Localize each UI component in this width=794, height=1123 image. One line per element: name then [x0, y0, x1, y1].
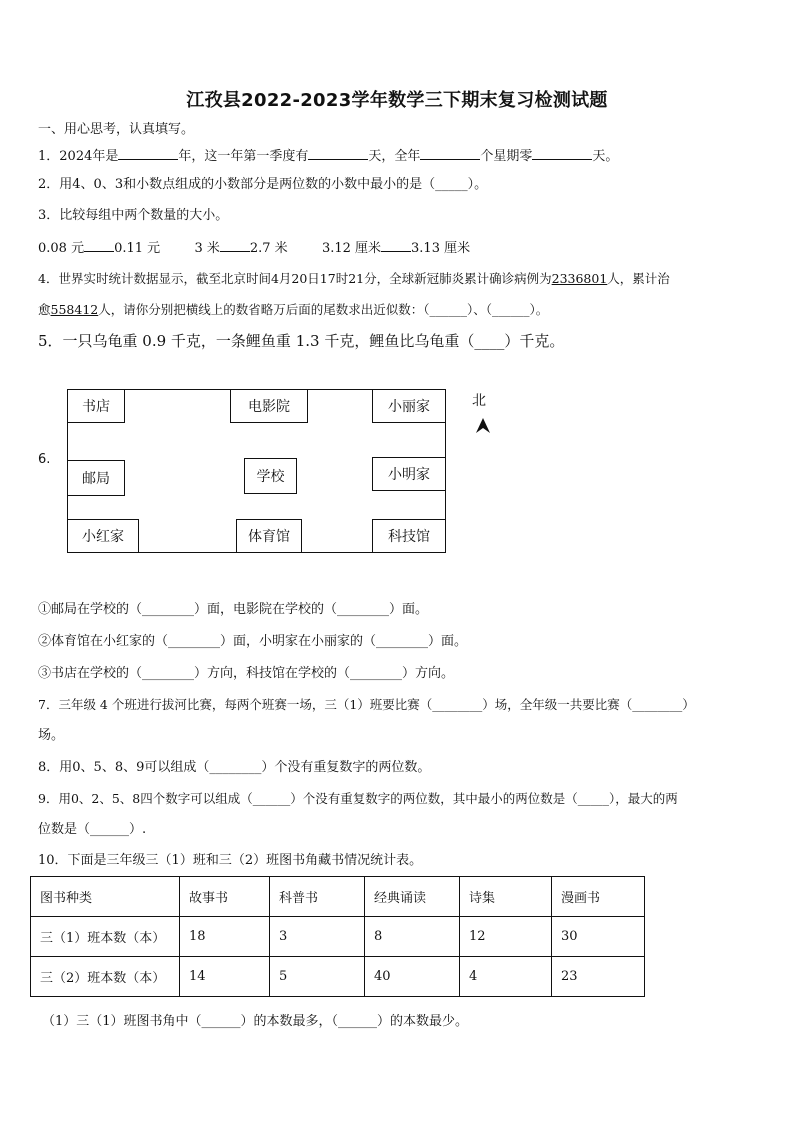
q3-item-1-right: 0.11 元: [114, 241, 161, 256]
q3-blank-1[interactable]: [84, 237, 114, 252]
q1-text-e: 天。: [592, 149, 619, 164]
q3-item-3-left: 3.12 厘米: [321, 241, 382, 256]
table-cell: 三（1）班本数（本）: [31, 917, 180, 957]
map-post-office: 邮局: [67, 460, 125, 496]
table-cell: 23: [552, 957, 645, 997]
table-cell: 12: [460, 917, 552, 957]
q3-blank-3[interactable]: [381, 237, 411, 252]
q3-item-3-right: 3.13 厘米: [411, 241, 471, 256]
question-10: 10．下面是三年级三（1）班和三（2）班图书角藏书情况统计表。: [38, 853, 423, 868]
q1-blank-1[interactable]: [118, 145, 178, 160]
table-cell: 三（2）班本数（本）: [31, 957, 180, 997]
north-arrow-icon: [474, 416, 492, 438]
table-header-cell: 图书种类: [31, 877, 180, 917]
q4-number-2: 558412: [50, 302, 99, 317]
question-6-part-2: ②体育馆在小红家的（________）面，小明家在小丽家的（________）面。: [38, 634, 468, 649]
table-header-cell: 漫画书: [552, 877, 645, 917]
question-3: 3．比较每组中两个数量的大小。: [38, 208, 229, 223]
north-label: 北: [472, 393, 486, 409]
q3-item-1-left: 0.08 元: [38, 241, 85, 256]
question-4-line-1: [38, 269, 670, 289]
q1-blank-4[interactable]: [532, 145, 592, 160]
q4-text-b: 人，累计治: [607, 271, 670, 286]
table-row: [31, 917, 645, 957]
map-school: 学校: [244, 458, 297, 494]
question-6-part-1: ①邮局在学校的（________）面，电影院在学校的（________）面。: [38, 602, 429, 617]
q1-text-c: 天，全年: [368, 149, 421, 164]
table-row: [31, 957, 645, 997]
table-cell: 8: [365, 917, 460, 957]
q1-blank-3[interactable]: [420, 145, 480, 160]
q3-item-2-left: 3 米: [194, 241, 220, 256]
q2-end: ）。: [467, 177, 488, 192]
table-cell: 4: [460, 957, 552, 997]
table-cell: 40: [365, 957, 460, 997]
table-header-cell: 经典诵读: [365, 877, 460, 917]
table-cell: 3: [270, 917, 365, 957]
map-xiaohong-home: 小红家: [67, 519, 139, 553]
q1-blank-2[interactable]: [308, 145, 368, 160]
q2-blank[interactable]: _____: [435, 177, 468, 192]
table-header-cell: 故事书: [180, 877, 270, 917]
question-6-part-3: ③书店在学校的（________）方向，科技馆在学校的（________）方向。: [38, 666, 455, 681]
table-cell: 30: [552, 917, 645, 957]
map-science-museum: 科技馆: [372, 519, 446, 553]
table-header-row: [31, 877, 645, 917]
table-cell: 14: [180, 957, 270, 997]
table-header-cell: 科普书: [270, 877, 365, 917]
question-4-line-2: [38, 300, 548, 320]
map-gym: 体育馆: [236, 519, 302, 553]
question-9-line-2: 位数是（______）.: [38, 822, 147, 837]
q6-number: 6.: [38, 452, 51, 467]
map-bookstore: 书店: [67, 389, 125, 423]
q1-text-a: 1．2024年是: [38, 149, 119, 164]
q1-text-b: 年，这一年第一季度有: [178, 149, 309, 164]
q4-text-c: 愈: [38, 302, 51, 317]
q4-text-a: 4．世界实时统计数据显示，截至北京时间4月20日17时21分，全球新冠肺炎累计确诊病例为: [38, 271, 552, 286]
map-cinema: 电影院: [230, 389, 308, 423]
section-heading: 一、用心思考，认真填写。: [38, 122, 195, 137]
question-3-items: [38, 237, 470, 259]
question-7-line-2: 场。: [38, 728, 65, 743]
q3-blank-2[interactable]: [220, 237, 250, 252]
question-10-sub-1: （1）三（1）班图书角中（______）的本数最多，（______）的本数最少。: [42, 1014, 469, 1029]
q3-item-2-right: 2.7 米: [249, 241, 288, 256]
question-8: 8．用0、5、8、9可以组成（________）个没有重复数字的两位数。: [38, 760, 431, 775]
q2-text: 2．用4、0、3和小数点组成的小数部分是两位数的小数中最小的是（: [38, 177, 436, 192]
q1-text-d: 个星期零: [480, 149, 533, 164]
q4-number-1: 2336801: [551, 271, 608, 286]
book-statistics-table: [30, 876, 645, 997]
question-2: [38, 175, 487, 195]
q4-text-d: 人，请你分别把横线上的数省略万后面的尾数求出近似数：（______）、（______）。: [98, 302, 549, 317]
table-cell: 5: [270, 957, 365, 997]
question-5: 5．一只乌龟重 0.9 千克，一条鲤鱼重 1.3 千克，鲤鱼比乌龟重（____）千克。: [38, 332, 565, 350]
question-1: [38, 145, 618, 167]
page-title: 江孜县2022-2023学年数学三下期末复习检测试题: [186, 90, 608, 111]
table-header-cell: 诗集: [460, 877, 552, 917]
question-9-line-1: 9．用0、2、5、8四个数字可以组成（______）个没有重复数字的两位数，其中最小的两位数是（_____），最大的两: [38, 791, 678, 806]
map-xiaoming-home: 小明家: [372, 457, 446, 491]
table-cell: 18: [180, 917, 270, 957]
question-7-line-1: 7．三年级 4 个班进行拔河比赛，每两个班赛一场，三（1）班要比赛（________）场，全年级一共要比赛（________）: [38, 697, 695, 712]
map-xiaoli-home: 小丽家: [372, 389, 446, 423]
